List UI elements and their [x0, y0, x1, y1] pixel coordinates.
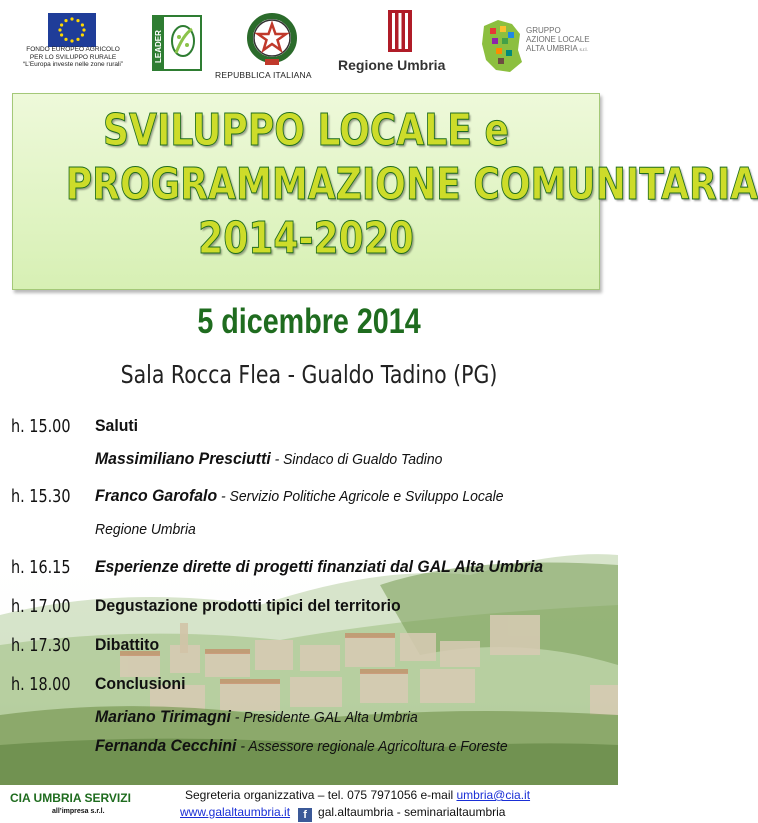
leader-logo-icon	[152, 15, 202, 71]
programme-item-title: Saluti	[95, 416, 139, 435]
umbria-region-emblem-icon	[388, 10, 412, 52]
speaker-role: - Servizio Politiche Agricole e Sviluppo Locale	[217, 488, 504, 505]
eu-caption-line-1: FONDO EUROPEO AGRICOLO	[26, 46, 120, 53]
gal-caption-line-2: AZIONE LOCALE	[526, 35, 590, 44]
leader-text: LEADER	[154, 30, 163, 63]
secretariat-line	[185, 788, 530, 802]
speaker-role: - Assessore regionale Agricoltura e Foreste	[236, 738, 508, 755]
org-subtitle: all’impresa s.r.l.	[52, 808, 105, 815]
speaker-name: Mariano Tirimagni	[95, 707, 231, 726]
programme-item-title: Degustazione prodotti tipici del territorio	[95, 596, 401, 615]
facebook-icon[interactable]: f	[298, 808, 312, 822]
speaker-name: Massimiliano Presciutti	[95, 449, 271, 468]
gal-caption	[526, 26, 618, 54]
org-name: CIA UMBRIA SERVIZI	[10, 791, 131, 805]
web-line	[180, 805, 505, 822]
gal-caption-line-3	[526, 44, 618, 54]
time-label: h. 17.00	[11, 596, 71, 617]
speaker-line	[95, 707, 418, 727]
speaker-role: - Sindaco di Gualdo Tadino	[270, 451, 443, 468]
republic-caption: REPUBBLICA ITALIANA	[215, 70, 312, 80]
footer	[0, 785, 618, 822]
time-label: h. 18.00	[11, 674, 71, 695]
speaker-line	[95, 449, 442, 469]
eu-fund-caption	[8, 46, 138, 69]
title-line-3: 2014-2020	[198, 213, 414, 264]
region-caption: Regione Umbria	[338, 57, 446, 73]
speaker-line	[95, 519, 196, 539]
title-banner	[12, 93, 758, 290]
gal-caption-name: ALTA UMBRIA	[526, 44, 578, 53]
speaker-role: - Presidente GAL Alta Umbria	[230, 709, 418, 726]
speaker-line	[95, 486, 504, 506]
social-handles: gal.altaumbria - seminarialtaumbria	[318, 805, 506, 819]
secretariat-text: Segreteria organizzativa – tel. 075 7971056 e-mail	[185, 788, 457, 802]
gal-caption-suffix: s.r.l.	[579, 47, 588, 52]
speaker-name: Fernanda Cecchini	[95, 736, 237, 755]
time-label: h. 15.30	[11, 486, 71, 507]
gal-map-logo-icon	[478, 16, 524, 76]
title-line-1: SVILUPPO LOCALE e	[103, 105, 509, 156]
time-label: h. 17.30	[11, 635, 71, 656]
event-date: 5 dicembre 2014	[197, 302, 421, 341]
programme-item-title: Conclusioni	[95, 674, 186, 693]
logo-bar	[0, 0, 618, 90]
programme-item-title: Dibattito	[95, 635, 160, 654]
programme-list	[0, 410, 618, 780]
speaker-name: Franco Garofalo	[95, 486, 218, 505]
eu-caption-line-2: PER LO SVILUPPO RURALE	[29, 53, 117, 61]
website-link[interactable]: www.galaltaumbria.it	[180, 805, 291, 819]
italian-republic-emblem-icon	[245, 10, 299, 68]
time-label: h. 15.00	[11, 416, 71, 437]
eu-flag-icon	[48, 13, 96, 47]
time-label: h. 16.15	[11, 557, 71, 578]
speaker-role-continued: Regione Umbria	[95, 521, 196, 538]
programme-item-title: Esperienze dirette di progetti finanziati dal GAL Alta Umbria	[95, 557, 544, 576]
event-venue: Sala Rocca Flea - Gualdo Tadino (PG)	[120, 360, 498, 389]
title-line-2: PROGRAMMAZIONE COMUNITARIA	[65, 159, 758, 210]
speaker-line	[95, 736, 508, 756]
gal-caption-line-1: GRUPPO	[526, 26, 561, 35]
eu-caption-line-3: “L’Europa investe nelle zone rurali”	[22, 61, 124, 68]
email-link[interactable]: umbria@cia.it	[456, 788, 531, 802]
